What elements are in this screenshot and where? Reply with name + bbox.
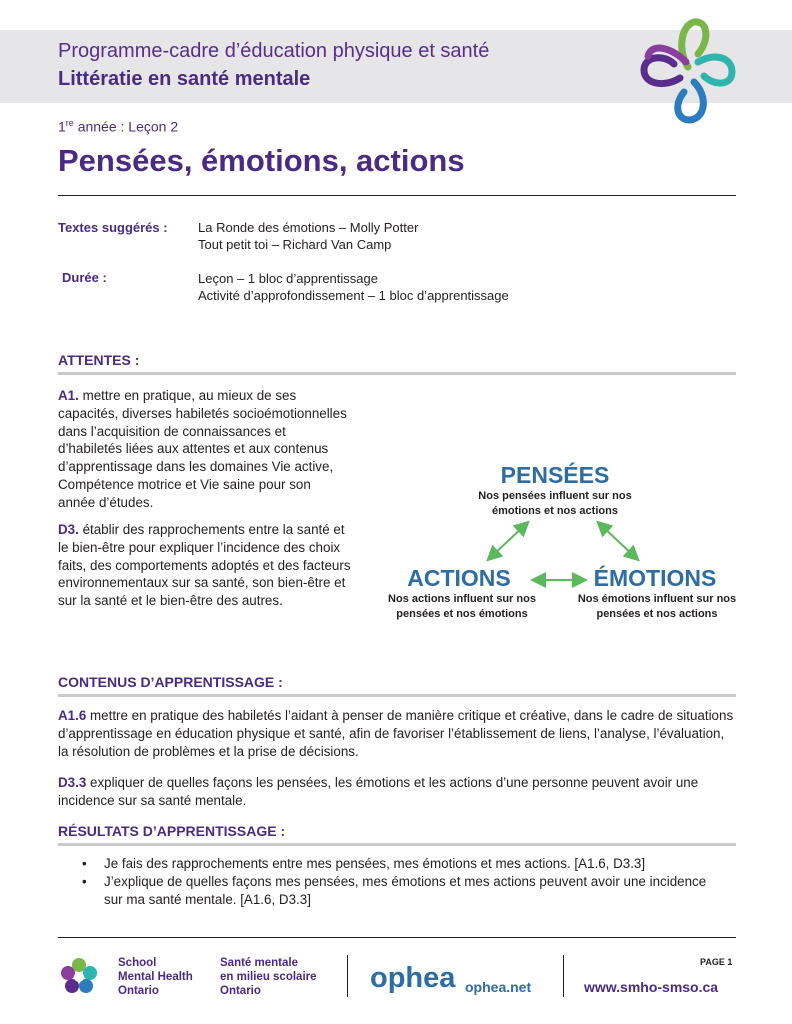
pensees-text: Nos pensées influent sur nos émotions et nos actions [478,490,632,517]
footer-divider-2 [563,955,564,997]
arrow-pensees-actions [492,526,524,556]
actions-text: Nos actions influent sur nos pensées et nos émotions [388,593,536,620]
list-item: • J’explique de quelles façons mes pensées, mes émotions et mes actions peuvent avoir une incidence sur ma santé mentale. [A1.6, D3.3] [82,873,707,907]
content-a16: A1.6 mettre en pratique des habiletés l’aidant à penser de manière critique et créative, dans le cadre de situations d’apprentissage en éducation physique et santé, afin de favoriser l’établissement de liens, l’analyse, l’évaluation, la résolution de problèmes et la prise de décisions. [58,708,734,759]
program-title: Programme-cadre d’éducation physique et santé [58,40,490,62]
smho-name-fr: Santé mentale en milieu scolaire Ontario [220,957,317,997]
smho-footer-logo-icon [56,953,102,999]
diagram-arrows [480,520,650,590]
page-title: Pensées, émotions, actions [58,143,465,178]
emotions-title: ÉMOTIONS [593,565,717,591]
duration-label: Durée : [62,270,107,285]
emotions-text: Nos émotions influent sur nos pensées et nos actions [577,593,737,620]
attentes-heading: ATTENTES : [58,352,140,368]
ophea-logo: ophea [370,962,456,994]
duration-value: Leçon – 1 bloc d’apprentissage Activité d’approfondissement – 1 bloc d’apprentissage [198,271,509,303]
expectation-d3: D3. établir des rapprochements entre la santé et le bien-être pour expliquer l’incidence des choix faits, des comportements adoptés et des facteurs environnementaux sur sa santé, son bien-être et sur la santé et le bien-être des autres. [58,522,351,609]
pensees-title: PENSÉES [500,462,610,488]
program-subtitle: Littératie en santé mentale [58,68,311,90]
results-list [78,855,718,908]
smho-name-en: School Mental Health Ontario [118,957,193,997]
title-divider [58,195,736,196]
footer-rule [58,937,736,938]
arrow-pensees-emotions [602,526,634,556]
website-link[interactable]: www.smho-smso.ca [584,979,719,995]
page-number: PAGE 1 [700,957,733,967]
resultats-rule [58,843,736,846]
texts-label: Textes suggérés : [58,220,168,235]
expectation-a1: A1. mettre en pratique, au mieux de ses capacités, diverses habiletés socioémotionnelles dans l’acquisition de connaissances et d’habiletés liées aux attentes et aux contenus d’apprentissage dans les domaines Vie active, Compétence motrice et Vie saine pour son année d’études. [58,388,347,510]
content-d33: D3.3 expliquer de quelles façons les pensées, les émotions et les actions d’une personne peuvent avoir une incidence sur sa santé mentale. [58,775,699,808]
contenus-rule [58,694,736,697]
footer-divider-1 [347,955,348,997]
texts-value: La Ronde des émotions – Molly Potter Tout petit toi – Richard Van Camp [198,220,419,252]
actions-title: ACTIONS [407,565,511,591]
smho-logo-icon [628,12,748,132]
contenus-heading: CONTENUS D’APPRENTISSAGE : [58,674,283,690]
attentes-rule [58,372,736,375]
list-item: • Je fais des rapprochements entre mes pensées, mes émotions et mes actions. [A1.6, D3.3] [82,856,646,871]
lesson-label: 1re année : Leçon 2 [58,118,179,135]
resultats-heading: RÉSULTATS D’APPRENTISSAGE : [58,823,286,839]
ophea-link[interactable]: ophea.net [465,979,532,995]
